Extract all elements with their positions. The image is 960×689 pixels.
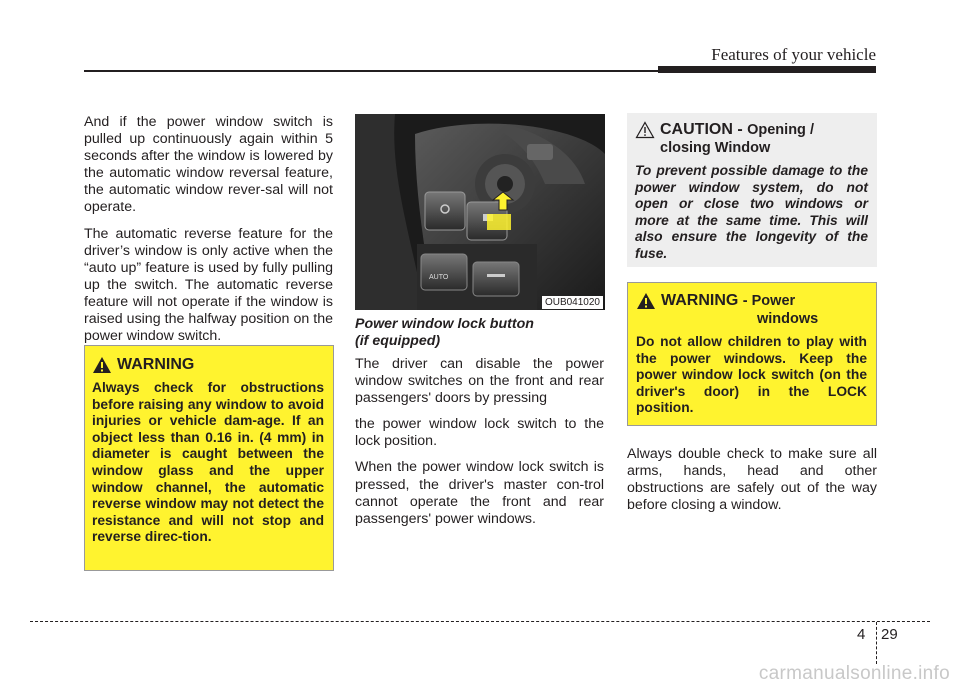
column-left: [84, 114, 333, 354]
door-switch-photo: [355, 114, 605, 310]
caution-title: CAUTION -: [660, 121, 743, 138]
caution-subtitle: Opening /: [747, 122, 814, 138]
warning-box: [84, 345, 334, 571]
chapter-number: 4: [857, 626, 866, 643]
warning-subtitle: windows: [757, 311, 819, 327]
footer-rule: [30, 621, 930, 622]
caution-box: [627, 113, 877, 267]
warning-triangle-icon: [636, 292, 656, 310]
paragraph: The driver can disable the power window switches on the front and rear passengers' doors by pressing: [355, 356, 604, 407]
warning-text: Always check for obstructions before raising any window to avoid injuries or vehicle dam-age. If an object less than 0.16 in. (4 mm) in diameter is caught between the window glass and the upper window channel, the automatic reverse window may not detect the resistance and will not stop and reverse direc-tion.: [92, 380, 324, 545]
paragraph: The automatic reverse feature for the driver’s window is only active when the “auto up” feature is used by fully pulling up the switch. The automatic reverse feature will not operate if the window is raised using the halfway position on the power window switch.: [84, 225, 333, 345]
column-middle: [355, 316, 604, 537]
warning-triangle-icon: [92, 356, 112, 374]
caution-header: [635, 121, 868, 157]
paragraph: Always double check to make sure all arms, hands, head and other obstructions are safely out of the way before closing a window.: [627, 446, 877, 514]
caution-triangle-icon: [635, 121, 655, 139]
heading-line: Power window lock button: [355, 316, 534, 332]
warning-subtitle: - Power: [742, 293, 796, 309]
column-right: [627, 446, 877, 523]
paragraph: the power window lock switch to the lock position.: [355, 416, 604, 450]
page-number-divider: [876, 622, 877, 664]
paragraph: And if the power window switch is pulled up continuously again within 5 seconds after the window is lowered by the automatic window reversal feature, the automatic window rever-sal will not operate.: [84, 114, 333, 216]
warning-title: WARNING: [661, 292, 739, 309]
header-rule-thin: [84, 70, 658, 72]
warning-header: [92, 356, 324, 374]
warning-header: [636, 292, 867, 328]
auto-label: AUTO: [429, 274, 449, 281]
warning-title: WARNING: [117, 356, 195, 373]
image-code: OUB041020: [542, 296, 603, 309]
caution-text: To prevent possible damage to the power window system, do not open or close two windows or more at the same time. This will also ensure the longevity of the fuse.: [635, 163, 868, 261]
section-title: Features of your vehicle: [711, 45, 876, 64]
section-heading: [355, 316, 604, 350]
watermark: carmanualsonline.info: [758, 663, 950, 684]
page-number: 29: [881, 626, 898, 643]
caution-subtitle: closing Window: [660, 140, 771, 156]
warning-box: [627, 282, 877, 426]
header-rule-thick: [658, 66, 876, 73]
heading-line: (if equipped): [355, 333, 441, 349]
door-switch-illustration: [355, 114, 605, 310]
paragraph: When the power window lock switch is pressed, the driver's master con-trol cannot operate the front and rear passengers' power windows.: [355, 459, 604, 527]
warning-text: Do not allow children to play with the power windows. Keep the power window lock switch (on the driver's door) in the LOCK position.: [636, 334, 867, 416]
